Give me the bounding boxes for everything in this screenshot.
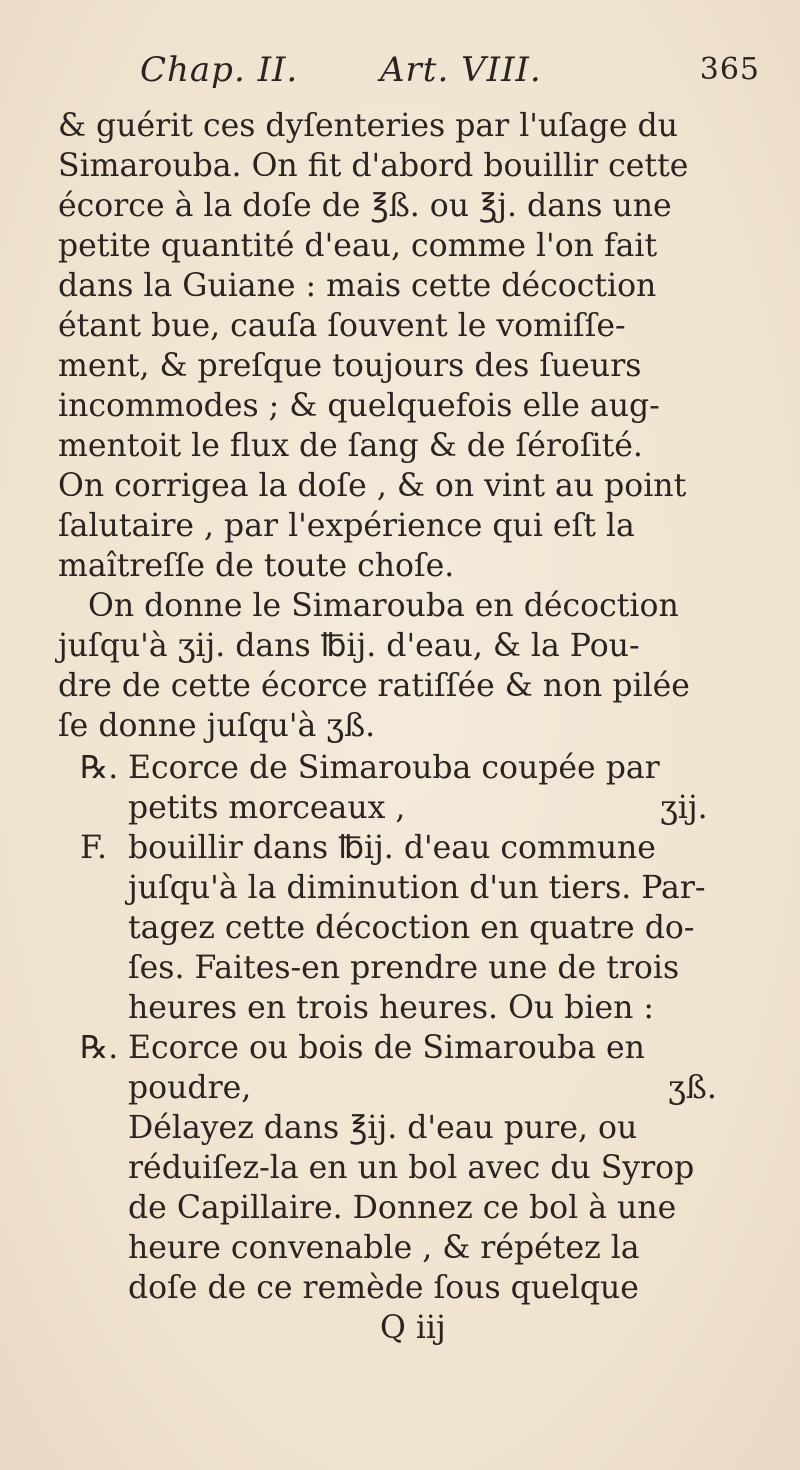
recipe-line: réduiſez-la en un bol avec du Syrop xyxy=(128,1150,695,1186)
instruction-line: bouillir dans ℔ij. d'eau commune xyxy=(128,830,656,866)
text-line: dre de cette écorce ratiſſée & non pilée xyxy=(58,668,690,704)
recipe-line: de Capillaire. Donnez ce bol à une xyxy=(128,1190,677,1226)
text-line: & guérit ces dyſenteries par l'uſage du xyxy=(58,108,678,144)
text-line: incommodes ; & quelquefois elle aug- xyxy=(58,388,660,424)
text-line: mentoit le flux de ſang & de ſéroſité. xyxy=(58,428,643,464)
paragraph-start-line: On donne le Simarouba en décoction xyxy=(88,588,679,624)
text-line: ſe donne juſqu'à ʒß. xyxy=(58,708,376,744)
text-line: On corrigea la doſe , & on vint au point xyxy=(58,468,687,504)
text-line: ſalutaire , par l'expérience qui eſt la xyxy=(58,508,635,544)
recipe-symbol: ℞. xyxy=(80,750,119,786)
text-line: ment, & preſque toujours des ſueurs xyxy=(58,348,642,384)
recipe-line: heure convenable , & répétez la xyxy=(128,1230,640,1266)
page-number: 365 xyxy=(699,52,760,87)
recipe-dose: ʒß. xyxy=(668,1070,717,1106)
instruction-line: juſqu'à la diminution d'un tiers. Par- xyxy=(128,870,706,906)
recipe-line: petits morceaux , xyxy=(128,790,406,826)
text-line: maîtreſſe de toute choſe. xyxy=(58,548,455,584)
text-line: Simarouba. On fit d'abord bouillir cette xyxy=(58,148,689,184)
recipe-dose: ʒij. xyxy=(660,790,708,826)
signature-mark: Q iij xyxy=(380,1310,446,1346)
recipe-line: Ecorce de Simarouba coupée par xyxy=(128,750,660,786)
chapter-heading: Chap. II. xyxy=(140,50,299,90)
instruction-symbol: F. xyxy=(80,830,107,866)
text-line: juſqu'à ʒij. dans ℔ij. d'eau, & la Pou- xyxy=(58,628,640,664)
recipe-line: doſe de ce remède ſous quelque xyxy=(128,1270,639,1306)
recipe-line: Ecorce ou bois de Simarouba en xyxy=(128,1030,645,1066)
running-header xyxy=(140,50,780,100)
text-line: dans la Guiane : mais cette décoction xyxy=(58,268,657,304)
recipe-symbol: ℞. xyxy=(80,1030,119,1066)
text-line: petite quantité d'eau, comme l'on fait xyxy=(58,228,658,264)
instruction-line: heures en trois heures. Ou bien : xyxy=(128,990,654,1026)
recipe-line: Délayez dans ℥ij. d'eau pure, ou xyxy=(128,1110,638,1146)
article-heading: Art. VIII. xyxy=(380,50,542,90)
text-line: écorce à la doſe de ℥ß. ou ℥j. dans une xyxy=(58,188,672,224)
instruction-line: tagez cette décoction en quatre do- xyxy=(128,910,695,946)
recipe-line: poudre, xyxy=(128,1070,252,1106)
instruction-line: ſes. Faites-en prendre une de trois xyxy=(128,950,680,986)
text-line: étant bue, cauſa ſouvent le vomiſſe- xyxy=(58,308,626,344)
